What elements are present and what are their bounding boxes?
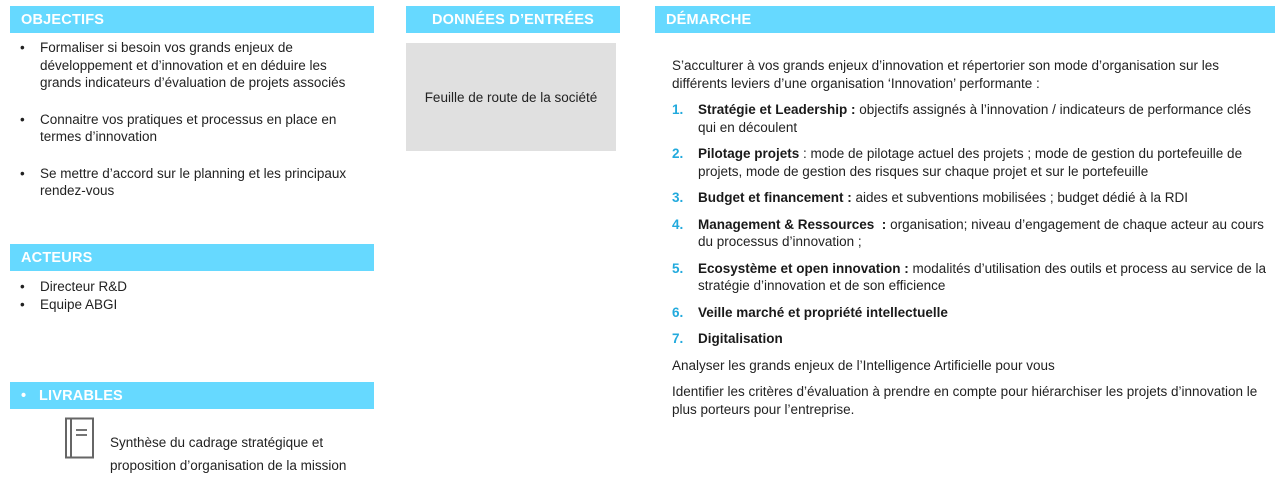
step-number: 1.	[672, 102, 684, 117]
step-6	[672, 304, 1272, 322]
demarche-header: DÉMARCHE	[655, 6, 1275, 33]
list-item: • Equipe ABGI	[20, 296, 365, 314]
step-number: 2.	[672, 146, 684, 161]
objectifs-header: OBJECTIFS	[10, 6, 374, 33]
step-text: organisation; niveau d’engagement de chaque acteur au cours du processus d’innovation ;	[698, 216, 1264, 249]
step-4	[672, 216, 1272, 251]
list-item: • Se mettre d’accord sur le planning et les principaux rendez-vous	[20, 165, 365, 200]
step-text: modalités d’utilisation des outils et process au service de la stratégie d’innovation et de son efficience	[698, 260, 1266, 293]
donnees-box	[406, 43, 616, 151]
step-1	[672, 101, 1272, 136]
step-title: Digitalisation	[698, 331, 783, 346]
acteurs-list	[20, 278, 365, 313]
list-item: • Directeur R&D	[20, 278, 365, 296]
demarche-paragraph-ai: Analyser les grands enjeux de l’Intelligence Artificielle pour vous	[672, 357, 1055, 373]
step-number: 6.	[672, 304, 684, 320]
objectifs-list	[20, 39, 365, 200]
step-number: 3.	[672, 190, 684, 205]
demarche-steps	[672, 101, 1272, 348]
step-title: Veille marché et propriété intellectuelle	[698, 304, 948, 320]
step-title: Ecosystème et open innovation :	[698, 260, 909, 276]
step-5	[672, 260, 1272, 295]
step-text: aides et subventions mobilisées ; budget dédié à la RDI	[851, 190, 1188, 205]
list-item: • Connaitre vos pratiques et processus en place en termes d’innovation	[20, 111, 365, 146]
list-item: • Formaliser si besoin vos grands enjeux de développement et d’innovation et en déduire les grands indicateurs d’évaluation de projets associés	[20, 39, 365, 92]
livrables-text: Synthèse du cadrage stratégique et proposition d’organisation de la mission	[110, 435, 347, 473]
step-title: Stratégie et Leadership :	[698, 102, 856, 117]
demarche-paragraph-criteria: Identifier les critères d’évaluation à prendre en compte pour hiérarchiser les projets d’innovation le plus porteurs pour l’entreprise.	[672, 384, 1258, 417]
step-7	[672, 330, 1272, 348]
step-number: 7.	[672, 331, 684, 346]
step-number: 5.	[672, 260, 684, 276]
step-text: : mode de pilotage actuel des projets ; mode de gestion du portefeuille de projets, mode de gestion des risques sur chaque projet et sur le portefeuille	[698, 146, 1243, 179]
step-number: 4.	[672, 216, 684, 232]
demarche-body	[672, 57, 1272, 418]
step-title: Budget et financement :	[698, 190, 852, 205]
step-title: Management & Ressources :	[698, 216, 887, 232]
livrables-header: • LIVRABLES	[10, 382, 374, 409]
demarche-intro: S’acculturer à vos grands enjeux d’innovation et répertorier son mode d’organisation sur les différents leviers d’une organisation ‘Innovation’ performante :	[672, 58, 1220, 91]
donnees-box-text: Feuille de route de la société	[424, 89, 598, 105]
step-2	[672, 145, 1272, 180]
step-title: Pilotage projets	[698, 146, 800, 161]
document-icon	[62, 417, 96, 459]
acteurs-header: ACTEURS	[10, 244, 374, 271]
step-3	[672, 189, 1272, 207]
step-text: objectifs assignés à l’innovation / indicateurs de performance clés qui en découlent	[698, 102, 1252, 135]
donnees-header: DONNÉES D’ENTRÉES	[406, 6, 620, 33]
